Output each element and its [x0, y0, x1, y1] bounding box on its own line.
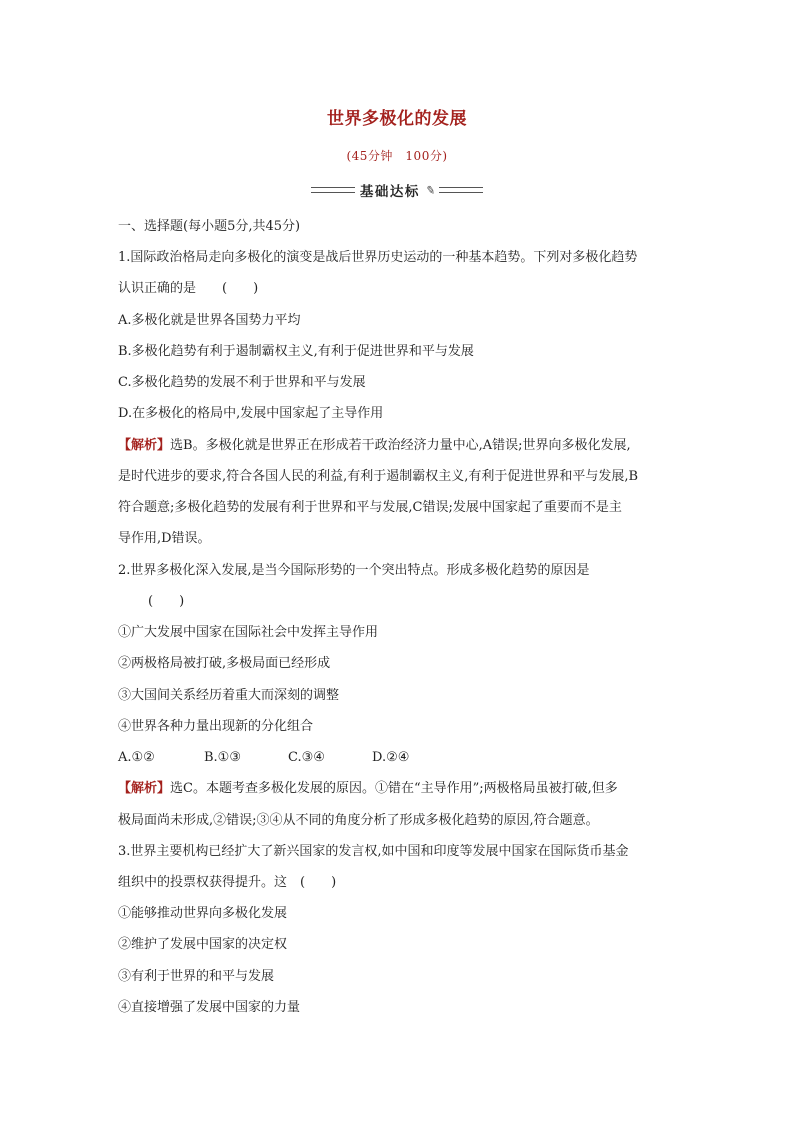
q2-item-4: ④世界各种力量出现新的分化组合 [118, 719, 314, 734]
q3-stem-line1: 3.世界主要机构已经扩大了新兴国家的发言权,如中国和印度等发展中国家在国际货币基金 [118, 844, 629, 859]
q2-stem-line1: 2.世界多极化深入发展,是当今国际形势的一个突出特点。形成多极化趋势的原因是 [118, 563, 590, 578]
q2-choice-a: A.①② [118, 750, 155, 765]
q1-analysis-line2: 是时代进步的要求,符合各国人民的利益,有利于遏制霸权主义,有利于促进世界和平与发展,B [118, 469, 639, 484]
q1-option-a: A.多极化就是世界各国势力平均 [118, 313, 301, 328]
q2-choices [118, 748, 688, 768]
section-header [0, 180, 794, 200]
q1-option-d: D.在多极化的格局中,发展中国家起了主导作用 [118, 406, 384, 421]
q1-analysis-line4: 导作用,D错误。 [118, 531, 211, 546]
q1-analysis-line1 [118, 436, 688, 456]
divider [439, 187, 483, 193]
q2-stem-line2: ( ) [148, 594, 185, 609]
q3-item-2: ②维护了发展中国家的决定权 [118, 937, 288, 952]
analysis-tag: 【解析】 [118, 781, 171, 796]
q3-item-4: ④直接增强了发展中国家的力量 [118, 1000, 301, 1015]
q2-choice-c: C.③④ [288, 750, 325, 765]
q2-choice-d: D.②④ [372, 750, 410, 765]
pen-icon: ✎ [424, 182, 437, 198]
page-subtitle: (45分钟 100分) [346, 149, 448, 163]
q2-item-2: ②两极格局被打破,多极局面已经形成 [118, 656, 331, 671]
q1-stem-line1: 1.国际政治格局走向多极化的演变是战后世界历史运动的一种基本趋势。下列对多极化趋势 [118, 250, 638, 265]
part-heading: 一、选择题(每小题5分,共45分) [118, 219, 301, 234]
q2-analysis-line1 [118, 779, 688, 799]
page-title: 世界多极化的发展 [327, 109, 467, 129]
q3-item-1: ①能够推动世界向多极化发展 [118, 906, 288, 921]
q2-choice-b: B.①③ [204, 750, 241, 765]
q2-item-3: ③大国间关系经历着重大而深刻的调整 [118, 688, 340, 703]
q1-analysis-text: 选B。多极化就是世界正在形成若干政治经济力量中心,A错误;世界向多极化发展, [170, 438, 631, 453]
q3-item-3: ③有利于世界的和平与发展 [118, 969, 275, 984]
q1-option-c: C.多极化趋势的发展不利于世界和平与发展 [118, 375, 366, 390]
q2-analysis-text: 选C。本题考查多极化发展的原因。①错在“主导作用”;两极格局虽被打破,但多 [170, 781, 618, 796]
q1-stem-line2: 认识正确的是 ( ) [118, 281, 259, 296]
q2-item-1: ①广大发展中国家在国际社会中发挥主导作用 [118, 625, 379, 640]
q1-analysis-line3: 符合题意;多极化趋势的发展有利于世界和平与发展,C错误;发展中国家起了重要而不是主 [118, 500, 622, 515]
section-label: 基础达标 [359, 184, 420, 200]
q2-analysis-line2: 极局面尚未形成,②错误;③④从不同的角度分析了形成多极化趋势的原因,符合题意。 [118, 813, 599, 828]
divider [311, 187, 355, 193]
q1-option-b: B.多极化趋势有利于遏制霸权主义,有利于促进世界和平与发展 [118, 344, 474, 359]
q3-stem-line2: 组织中的投票权获得提升。这 ( ) [118, 875, 337, 890]
analysis-tag: 【解析】 [118, 438, 171, 453]
